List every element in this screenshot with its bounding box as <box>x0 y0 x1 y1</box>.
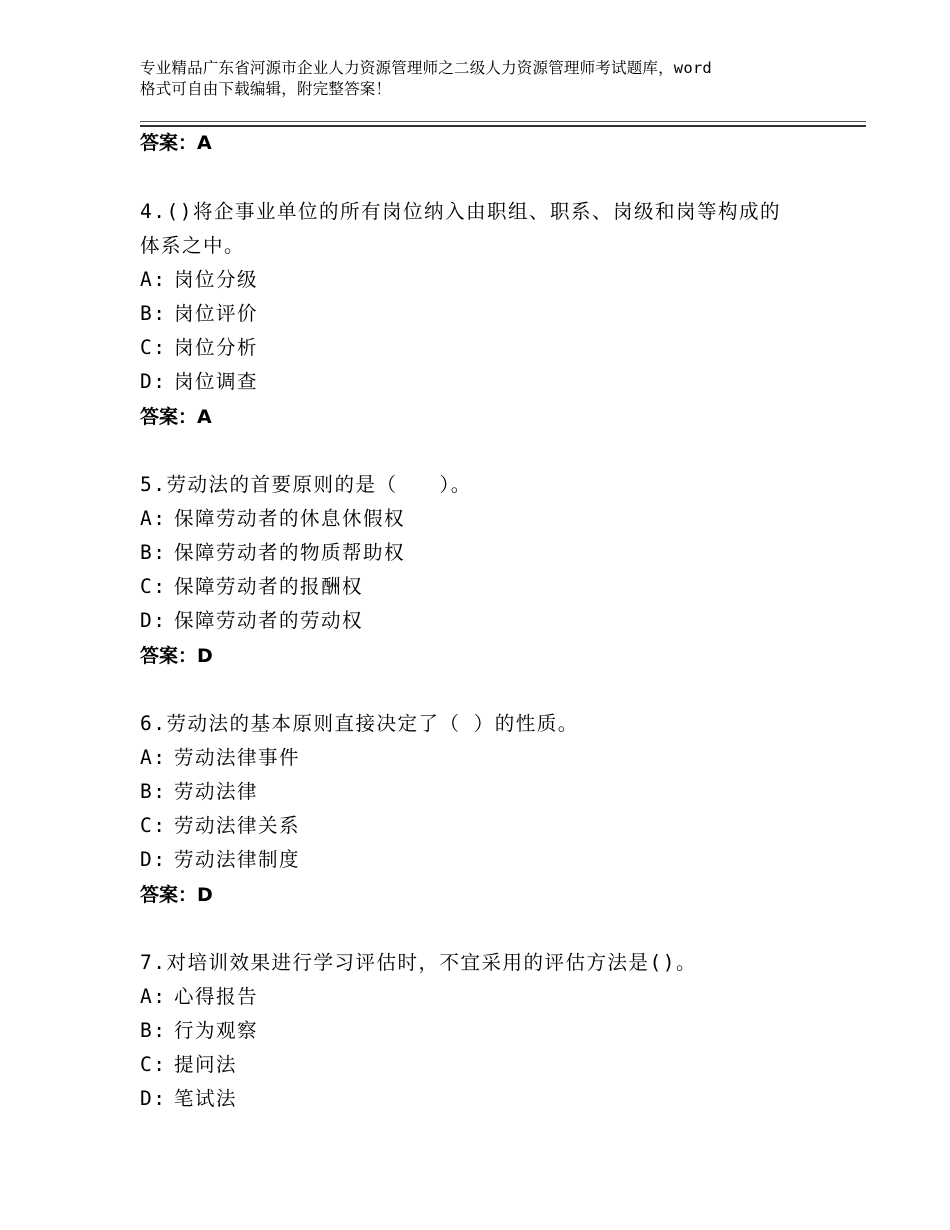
option-d <box>140 608 363 634</box>
option-text: 岗位分析 <box>174 336 259 359</box>
option-letter: D: <box>140 848 167 871</box>
option-letter: A: <box>140 746 167 769</box>
option-b <box>140 301 258 327</box>
previous-question-answer: 答案：A <box>140 132 212 154</box>
document-header <box>140 58 860 100</box>
option-letter: D: <box>140 370 167 393</box>
option-c <box>140 335 258 361</box>
option-text: 保障劳动者的报酬权 <box>174 575 364 598</box>
option-letter: D: <box>140 1087 167 1110</box>
option-a <box>140 984 258 1010</box>
question-stem-continued: 体系之中。 <box>140 234 246 257</box>
option-c <box>140 1052 237 1078</box>
option-b <box>140 540 405 566</box>
option-letter: C: <box>140 575 167 598</box>
option-letter: B: <box>140 302 167 325</box>
option-letter: C: <box>140 336 167 359</box>
option-text: 心得报告 <box>174 985 259 1008</box>
option-d <box>140 847 300 873</box>
option-letter: B: <box>140 1019 167 1042</box>
header-line-1: 专业精品广东省河源市企业人力资源管理师之二级人力资源管理师考试题库，word <box>140 59 712 77</box>
header-divider-thick <box>140 125 866 127</box>
question-stem: 5.劳动法的首要原则的是（ ）。 <box>140 473 472 496</box>
option-letter: C: <box>140 814 167 837</box>
option-a <box>140 506 405 532</box>
option-text: 岗位评价 <box>174 302 259 325</box>
question-answer: 答案：D <box>140 884 213 906</box>
question-answer: 答案：A <box>140 406 212 428</box>
option-letter: A: <box>140 507 167 530</box>
option-text: 笔试法 <box>174 1087 238 1110</box>
option-letter: C: <box>140 1053 167 1076</box>
option-text: 岗位分级 <box>174 268 259 291</box>
option-text: 岗位调查 <box>174 370 259 393</box>
option-a <box>140 745 300 771</box>
option-c <box>140 574 363 600</box>
question-stem: 7.对培训效果进行学习评估时，不宜采用的评估方法是()。 <box>140 951 697 974</box>
option-text: 劳动法律关系 <box>174 814 301 837</box>
question-answer: 答案：D <box>140 645 213 667</box>
option-text: 劳动法律事件 <box>174 746 301 769</box>
option-text: 劳动法律 <box>174 780 259 803</box>
option-a <box>140 267 258 293</box>
header-divider-thin <box>140 121 866 122</box>
option-text: 保障劳动者的劳动权 <box>174 609 364 632</box>
option-b <box>140 779 258 805</box>
question-stem: 6.劳动法的基本原则直接决定了（ ）的性质。 <box>140 712 579 735</box>
option-text: 保障劳动者的物质帮助权 <box>174 541 406 564</box>
option-b <box>140 1018 258 1044</box>
option-letter: A: <box>140 268 167 291</box>
option-d <box>140 369 258 395</box>
option-letter: D: <box>140 609 167 632</box>
option-text: 提问法 <box>174 1053 238 1076</box>
option-text: 劳动法律制度 <box>174 848 301 871</box>
option-letter: B: <box>140 541 167 564</box>
option-text: 保障劳动者的休息休假权 <box>174 507 406 530</box>
question-stem: 4.()将企事业单位的所有岗位纳入由职组、职系、岗级和岗等构成的 <box>140 200 781 223</box>
option-text: 行为观察 <box>174 1019 259 1042</box>
option-letter: B: <box>140 780 167 803</box>
header-line-2: 格式可自由下载编辑，附完整答案！ <box>140 80 392 98</box>
option-c <box>140 813 300 839</box>
option-letter: A: <box>140 985 167 1008</box>
option-d <box>140 1086 237 1112</box>
